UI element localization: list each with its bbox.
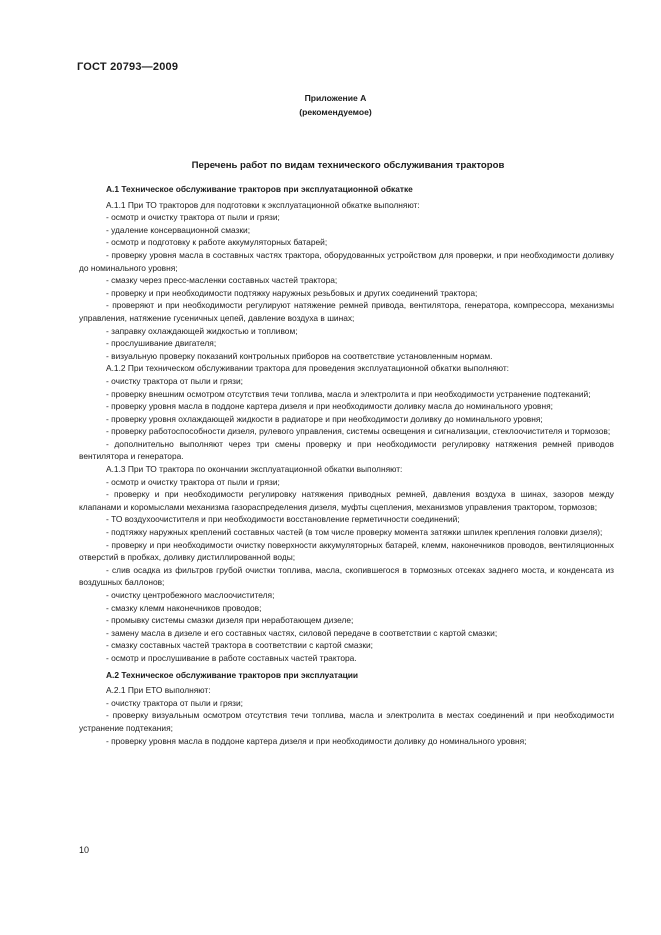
- paragraph: А.1.3 При ТО трактора по окончании эксплуатационной обкатки выполняют:: [106, 464, 403, 475]
- paragraph: А.1.2 При техническом обслуживании трактора для проведения эксплуатационной обкатки выполняют:: [106, 363, 509, 374]
- section-heading: А.2 Техническое обслуживание тракторов при эксплуатации: [106, 669, 359, 680]
- document-title: Перечень работ по видам технического обслуживания тракторов: [191, 160, 505, 171]
- paragraph: - смазку составных частей трактора в соответствии с картой смазки;: [106, 640, 374, 651]
- paragraph: - замену масла в дизеле и его составных частях, силовой передаче в соответствии с картой смазки;: [106, 627, 498, 638]
- paragraph: - подтяжку наружных креплений составных частей (в том числе проверку момента затяжки шпилек крепления головки дизеля);: [106, 527, 603, 538]
- standard-number: ГОСТ 20793—2009: [77, 61, 179, 73]
- paragraph: - проверку уровня масла в поддоне картера дизеля и при необходимости доливку до номинального уровня;: [106, 735, 527, 746]
- paragraph: - проверку уровня масла в составных частях трактора, оборудованных устройством для проверки, и при необходимости доливку до номинального уровня;: [79, 249, 614, 273]
- paragraph: - дополнительно выполняют через три смены проверку и при необходимости регулировку натяжения ремней приводов вентилятора и генератора.: [79, 438, 614, 462]
- paragraph: - прослушивание двигателя;: [106, 338, 217, 349]
- paragraph: - слив осадка из фильтров грубой очистки топлива, масла, скопившегося в тормозных отсеках заднего моста, и конденсата из воздушных баллонов;: [79, 564, 614, 588]
- paragraph: - смазку клемм наконечников проводов;: [106, 602, 262, 613]
- page-number: 10: [79, 845, 90, 855]
- paragraph: А.1.1 При ТО тракторов для подготовки к эксплуатационной обкатке выполняют:: [106, 199, 420, 210]
- paragraph: - проверку уровня охлаждающей жидкости в радиаторе и при необходимости доливку до номинального уровня;: [106, 413, 543, 424]
- paragraph: - удаление консервационной смазки;: [106, 224, 251, 235]
- paragraph: - заправку охлаждающей жидкостью и топливом;: [106, 325, 298, 336]
- paragraph: - очистку центробежного маслоочистителя;: [106, 590, 275, 600]
- paragraph: - проверку и при необходимости подтяжку наружных резьбовых и других соединений трактора;: [106, 287, 478, 298]
- paragraph: - очистку трактора от пыли и грязи;: [106, 375, 243, 386]
- paragraph: - осмотр и прослушивание в работе составных частей трактора.: [106, 652, 357, 663]
- paragraph: - очистку трактора от пыли и грязи;: [106, 697, 243, 708]
- paragraph: - осмотр и подготовку к работе аккумуляторных батарей;: [106, 237, 328, 248]
- paragraph: - ТО воздухоочистителя и при необходимости восстановление герметичности соединений;: [106, 514, 460, 525]
- paragraph: - проверяют и при необходимости регулируют натяжение ремней привода, вентилятора, генератора, компрессора, механизмы управления, натяжение гусеничных цепей, давление воздуха в шинах;: [79, 300, 614, 323]
- paragraph: - промывку системы смазки дизеля при неработающем дизеле;: [106, 615, 354, 626]
- paragraph: - визуальную проверку показаний контрольных приборов на соответствие установленным нормам.: [106, 350, 493, 361]
- paragraph: - проверку и при необходимости регулировку натяжения приводных ремней, давления воздуха в шинах, зазоров между клапанами и коромыслами механизма газораспределения дизеля, муфты сцепления, механизмов управления трактором, тормозов;: [79, 489, 614, 512]
- appendix-title: Приложение А: [304, 93, 367, 103]
- paragraph: - проверку визуальным осмотром отсутствия течи топлива, масла и электролита в местах соединений и при необходимости устранение подтекания;: [79, 710, 614, 733]
- paragraph: - смазку через пресс-масленки составных частей трактора;: [106, 275, 338, 286]
- section-heading: А.1 Техническое обслуживание тракторов при эксплуатационной обкатке: [106, 184, 413, 194]
- paragraph: - осмотр и очистку трактора от пыли и грязи;: [106, 212, 280, 223]
- paragraph: - проверку внешним осмотром отсутствия течи топлива, масла и электролита и при необходимости устранение подтеканий;: [106, 388, 591, 399]
- paragraph: - осмотр и очистку трактора от пыли и грязи;: [106, 476, 280, 487]
- paragraph: - проверку и при необходимости очистку поверхности аккумуляторных батарей, клемм, наконечников проводов, вентиляционных отверстий в пробках, доливку дистиллированной воды;: [79, 539, 614, 563]
- paragraph: А.2.1 При ЕТО выполняют:: [106, 685, 211, 696]
- paragraph: - проверку работоспособности дизеля, рулевого управления, системы освещения и сигнализации, стеклоочистителя и тормозов;: [106, 426, 611, 437]
- document-body: [79, 183, 614, 747]
- paragraph: - проверку уровня масла в поддоне картера дизеля и при необходимости доливку масла до номинального уровня;: [106, 401, 553, 412]
- appendix-note: (рекомендуемое): [299, 107, 372, 117]
